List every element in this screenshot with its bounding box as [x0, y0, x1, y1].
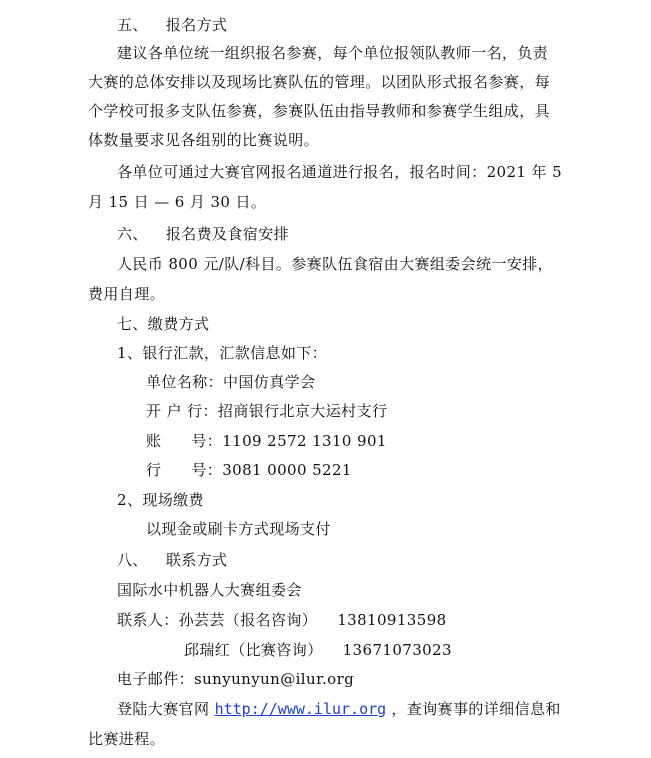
- section5-para2-line1: 各单位可通过大赛官网报名通道进行报名，报名时间：2021 年 5: [117, 163, 563, 181]
- section5-heading-number: 五、: [117, 16, 148, 34]
- section5-para1-line4: 体数量要求见各组别的比赛说明。: [88, 131, 320, 149]
- section5-para1-line2: 大赛的总体安排以及现场比赛队伍的管理。以团队形式报名参赛，每: [88, 73, 551, 91]
- section8-heading-text: 联系方式: [165, 551, 228, 569]
- branch-number-row: [146, 460, 352, 480]
- section6-heading: [117, 224, 289, 244]
- section6-heading-number: 六、: [117, 225, 148, 243]
- section5-heading: [117, 15, 227, 35]
- section7-heading: 七、缴费方式: [117, 315, 210, 333]
- section8-heading: [117, 550, 227, 570]
- bank-transfer-item: 1、银行汇款，汇款信息如下：: [117, 344, 328, 362]
- contact2-phone: 13671073023: [342, 641, 452, 659]
- section8-heading-number: 八、: [117, 551, 148, 569]
- contact-row-1: [117, 610, 447, 630]
- website-prefix: 登陆大赛官网: [117, 700, 210, 718]
- branch-value: 号：3081 0000 5221: [191, 461, 352, 479]
- onsite-payment-desc: 以现金或刷卡方式现场支付: [146, 520, 331, 538]
- branch-label: 行: [146, 461, 162, 479]
- website-row: [117, 699, 561, 719]
- email-row: 电子邮件：sunyunyun@ilur.org: [117, 670, 355, 688]
- account-value: 号：1109 2572 1310 901: [191, 432, 387, 450]
- contact-row-2: [184, 640, 452, 660]
- organizer-name: 国际水中机器人大赛组委会: [117, 581, 302, 599]
- section5-para1-line1: 建议各单位统一组织报名参赛，每个单位报领队教师一名，负责: [117, 44, 549, 62]
- section6-para-line1: 人民币 800 元/队/科目。参赛队伍食宿由大赛组委会统一安排，: [117, 255, 554, 273]
- contact1-label: 联系人：孙芸芸（报名咨询）: [117, 611, 318, 629]
- account-label: 账: [146, 432, 162, 450]
- website-link[interactable]: http://www.ilur.org: [214, 700, 387, 718]
- contact2-label: 邱瑞红（比赛咨询）: [184, 641, 323, 659]
- unit-name-row: 单位名称：中国仿真学会: [146, 373, 316, 391]
- account-number-row: [146, 431, 387, 451]
- section5-para1-line3: 个学校可报多支队伍参赛，参赛队伍由指导教师和参赛学生组成，具: [88, 102, 551, 120]
- section6-heading-text: 报名费及食宿安排: [165, 225, 290, 243]
- section5-heading-text: 报名方式: [165, 16, 228, 34]
- section6-para-line2: 费用自理。: [88, 285, 166, 303]
- onsite-payment-item: 2、现场缴费: [117, 491, 204, 509]
- section5-para2-line2: 月 15 日 — 6 月 30 日。: [88, 193, 267, 211]
- website-suffix: ，查询赛事的详细信息和: [391, 700, 561, 718]
- final-line: 比赛进程。: [88, 730, 166, 748]
- contact1-phone: 13810913598: [337, 611, 447, 629]
- bank-row: 开 户 行：招商银行北京大运村支行: [146, 402, 388, 420]
